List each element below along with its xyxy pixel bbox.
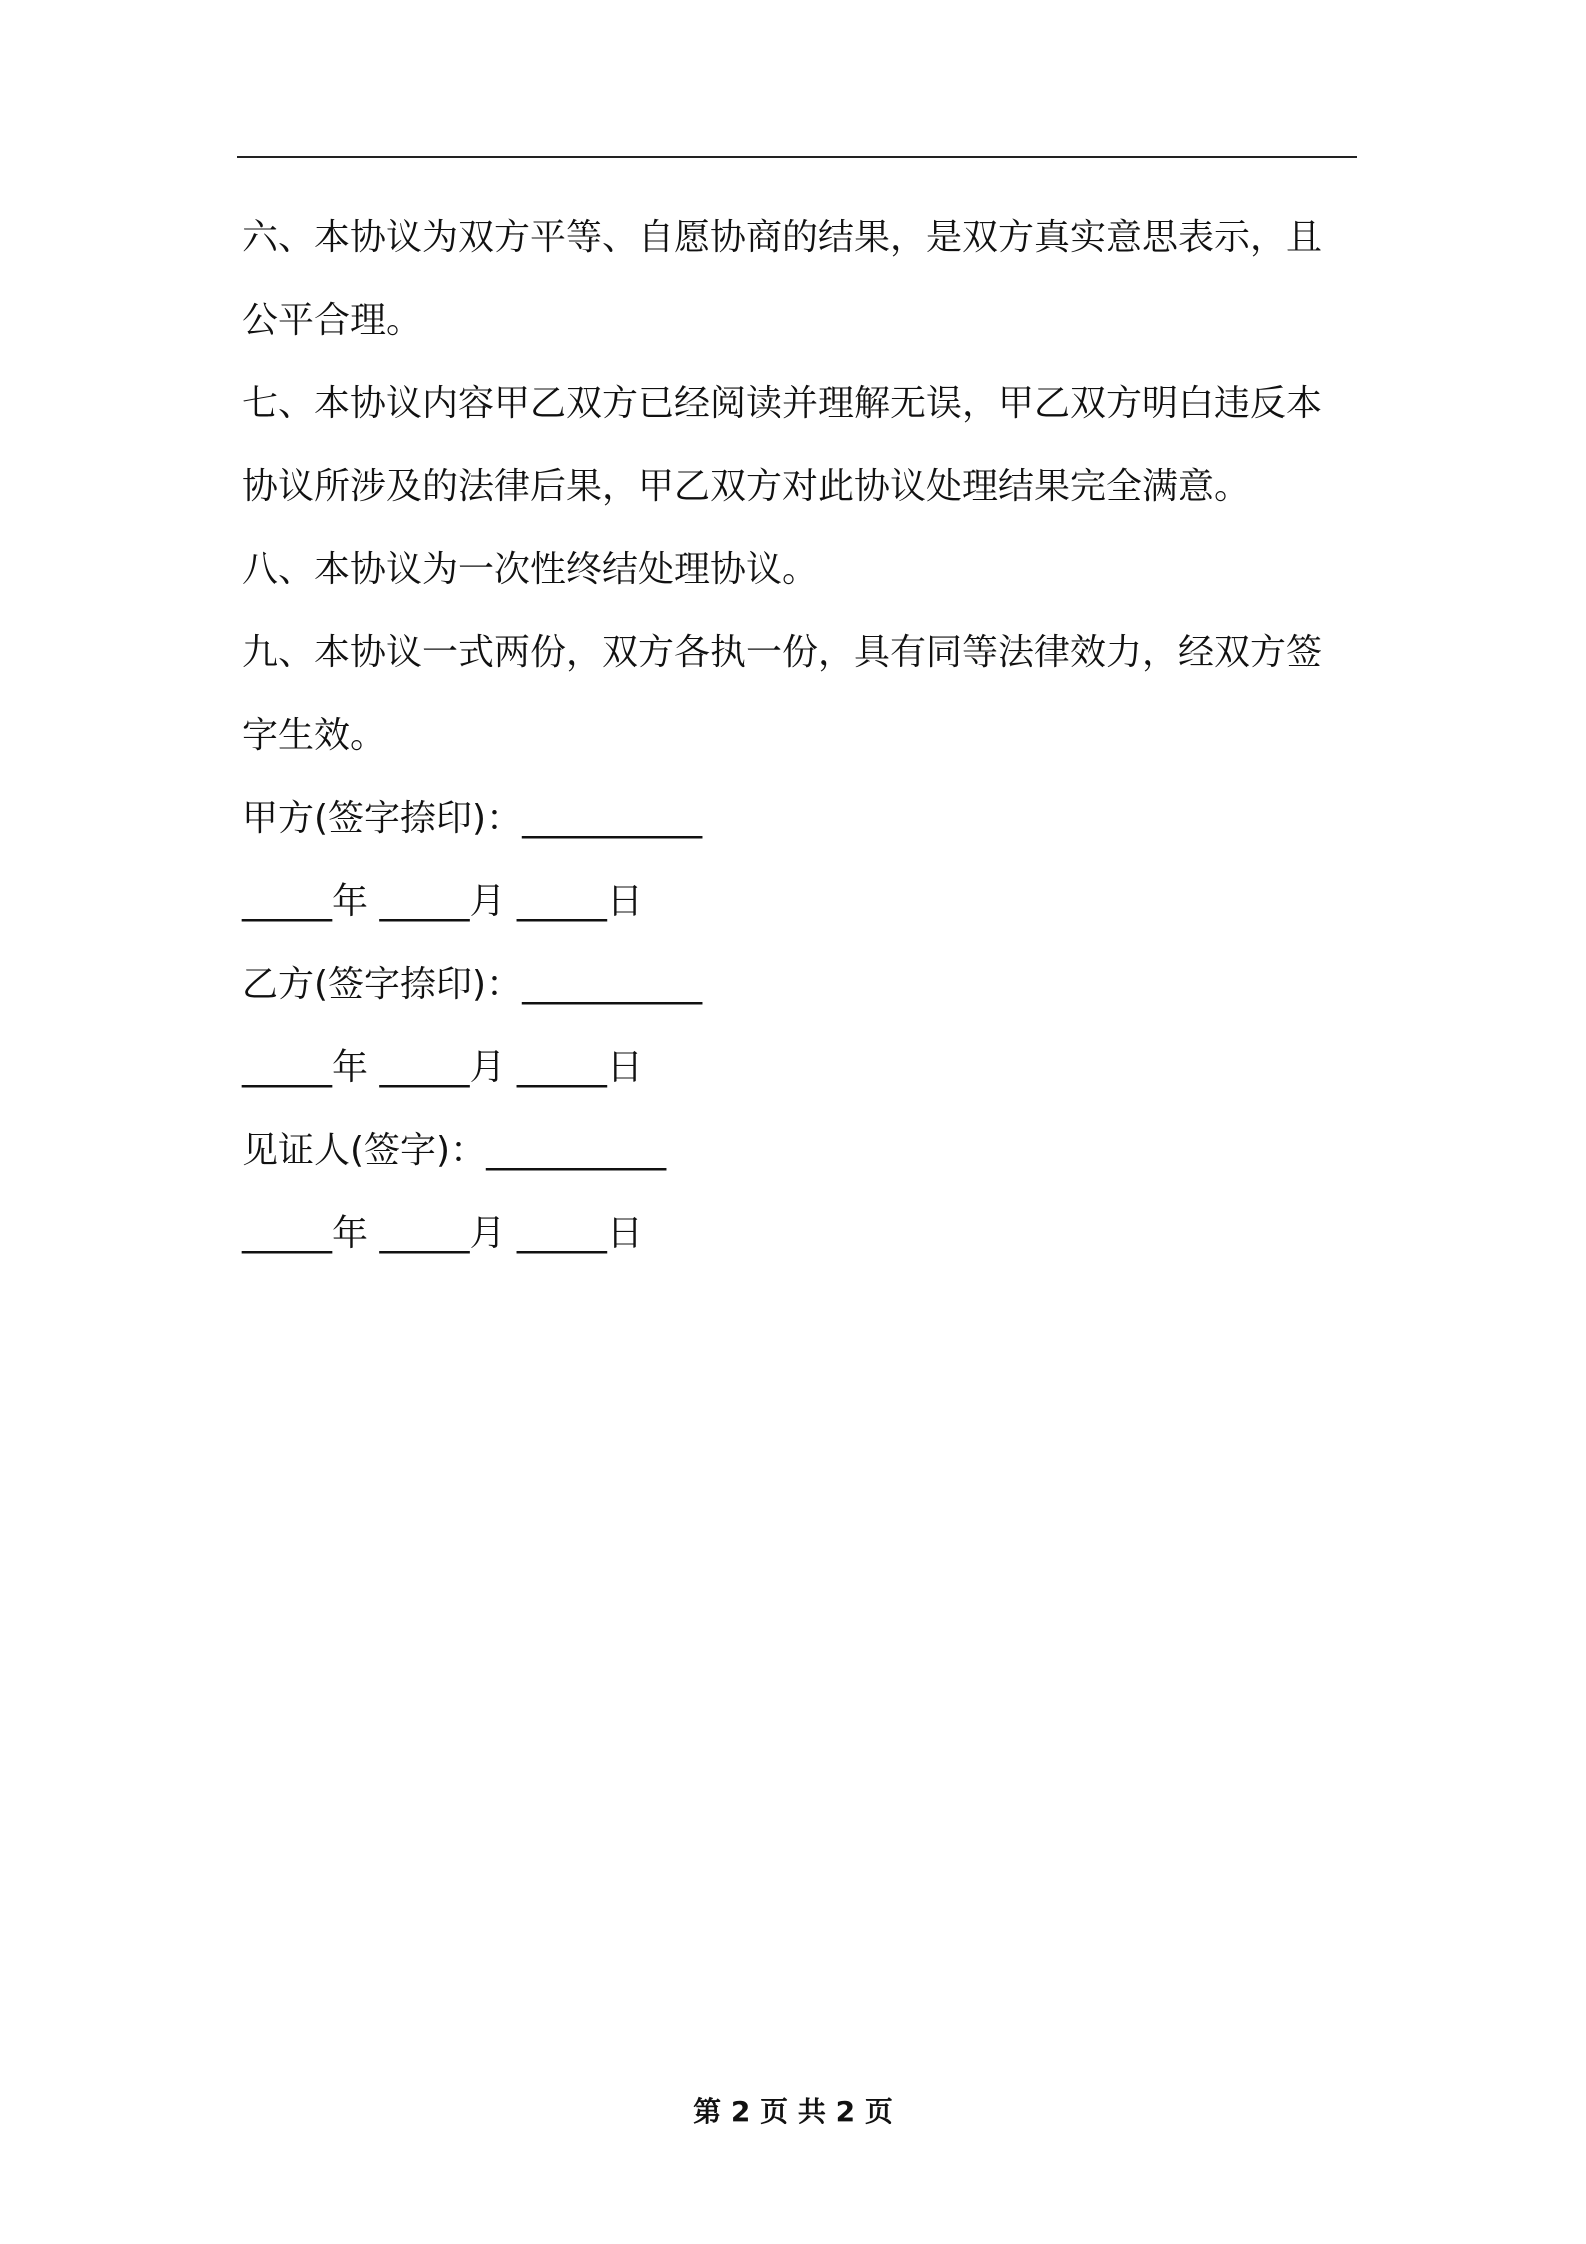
clause-six-line-2: 公平合理。 (242, 300, 423, 341)
party-a-date-field: _____年 _____月 _____日 (242, 881, 643, 922)
witness-signature-field: 见证人(签字)：__________ (242, 1130, 667, 1171)
clause-nine-line-1: 九、本协议一式两份，双方各执一份，具有同等法律效力，经双方签 (242, 632, 1323, 673)
party-a-signature-field: 甲方(签字捺印)：__________ (242, 798, 703, 839)
clause-seven-line-2: 协议所涉及的法律后果，甲乙双方对此协议处理结果完全满意。 (242, 466, 1251, 507)
clause-nine-line-2: 字生效。 (242, 715, 387, 756)
page-number: 第 2 页 共 2 页 (693, 2095, 893, 2128)
document-body (242, 196, 1362, 1275)
header-divider (237, 156, 1357, 158)
clause-eight-line-1: 八、本协议为一次性终结处理协议。 (242, 549, 819, 590)
witness-date-field: _____年 _____月 _____日 (242, 1213, 643, 1254)
party-b-date-field: _____年 _____月 _____日 (242, 1047, 643, 1088)
clause-seven-line-1: 七、本协议内容甲乙双方已经阅读并理解无误，甲乙双方明白违反本 (242, 383, 1323, 424)
party-b-signature-field: 乙方(签字捺印)：__________ (242, 964, 703, 1005)
clause-six-line-1: 六、本协议为双方平等、自愿协商的结果，是双方真实意思表示，且 (242, 217, 1323, 258)
